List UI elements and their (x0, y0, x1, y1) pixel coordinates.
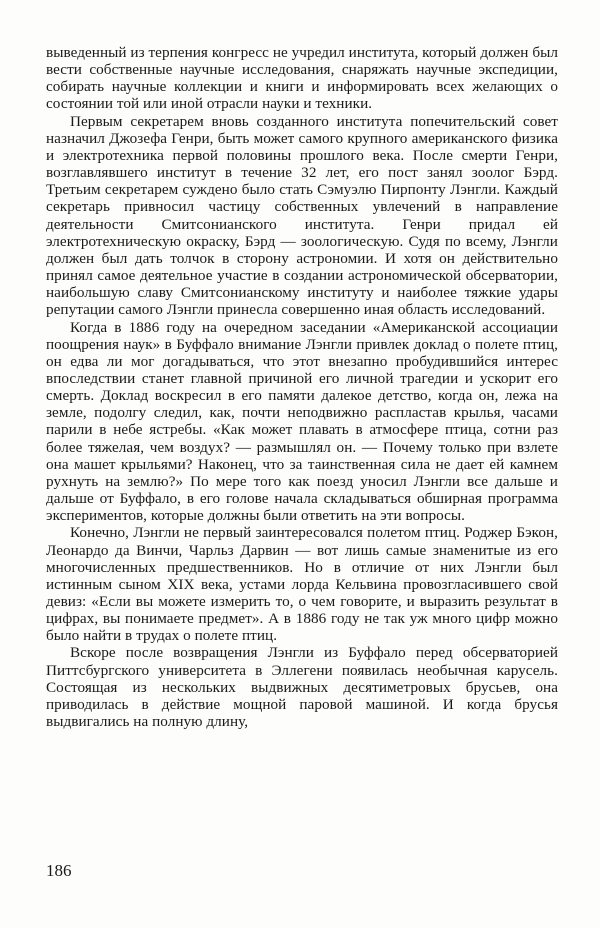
page-number: 186 (46, 861, 72, 880)
paragraph-1: выведенный из терпения конгресс не учредил института, который должен был вести собственные научные исследования, снаряжать научные экспедиции, собирать научные коллекции и книги и информировать всех желающих о состоянии той или иной отрасли науки и техники. (46, 44, 558, 113)
paragraph-3: Когда в 1886 году на очередном заседании «Американской ассоциации поощрения наук» в Буффало внимание Лэнгли привлек доклад о полете птиц, он едва ли мог догадываться, что этот внезапно пробудившийся интерес впоследствии станет главной причиной его личной трагедии и ускорит его смерть. Доклад воскресил в его памяти далекое детство, когда он, лежа на земле, подолгу следил, как, почти неподвижно распластав крылья, часами парили в небе ястребы. «Как может плавать в атмосфере птица, сотни раз более тяжелая, чем воздух? — размышлял он. — Почему только при взлете она машет крыльями? Наконец, что за таинственная сила не дает ей камнем рухнуть на землю?» По мере того как поезд уносил Лэнгли все дальше и дальше от Буффало, в его голове начала складываться обширная программа экспериментов, которые должны были ответить на эти вопросы. (46, 318, 558, 525)
body-text (46, 44, 558, 730)
paragraph-5: Вскоре после возвращения Лэнгли из Буффало перед обсерваторией Питтсбургского университета в Эллегени появилась необычная карусель. Состоящая из нескольких выдвижных десятиметровых брусьев, она приводилась в действие мощной паровой машиной. И когда брусья выдвигались на полную длину, (46, 644, 558, 731)
paragraph-2: Первым секретарем вновь созданного института попечительский совет назначил Джозефа Генри, быть может самого крупного американского физика и электротехника первой половины прошлого века. После смерти Генри, возглавлявшего институт в течение 32 лет, его пост занял зоолог Бэрд. Третьим секретарем суждено было стать Сэмуэлю Пирпонту Лэнгли. Каждый секретарь привносил частицу собственных увлечений в направление деятельности Смитсонианского института. Генри придал ей электротехническую окраску, Бэрд — зоологическую. Судя по всему, Лэнгли должен был дать толчок в сторону астрономии. И хотя он действительно принял самое деятельное участие в создании астрономической обсерватории, наибольшую славу Смитсонианскому институту и наиболее тяжкие удары репутации самого Лэнгли принесла совершенно иная область исследований. (46, 112, 558, 319)
paragraph-4: Конечно, Лэнгли не первый заинтересовался полетом птиц. Роджер Бэкон, Леонардо да Винчи, Чарльз Дарвин — вот лишь самые знаменитые из его многочисленных предшественников. Но в отличие от них Лэнгли был истинным сыном XIX века, устами лорда Кельвина провозгласившего свой девиз: «Если вы можете измерить то, о чем говорите, и выразить результат в цифрах, вы понимаете предмет». А в 1886 году не так уж много цифр можно было найти в трудах о полете птиц. (46, 524, 558, 645)
